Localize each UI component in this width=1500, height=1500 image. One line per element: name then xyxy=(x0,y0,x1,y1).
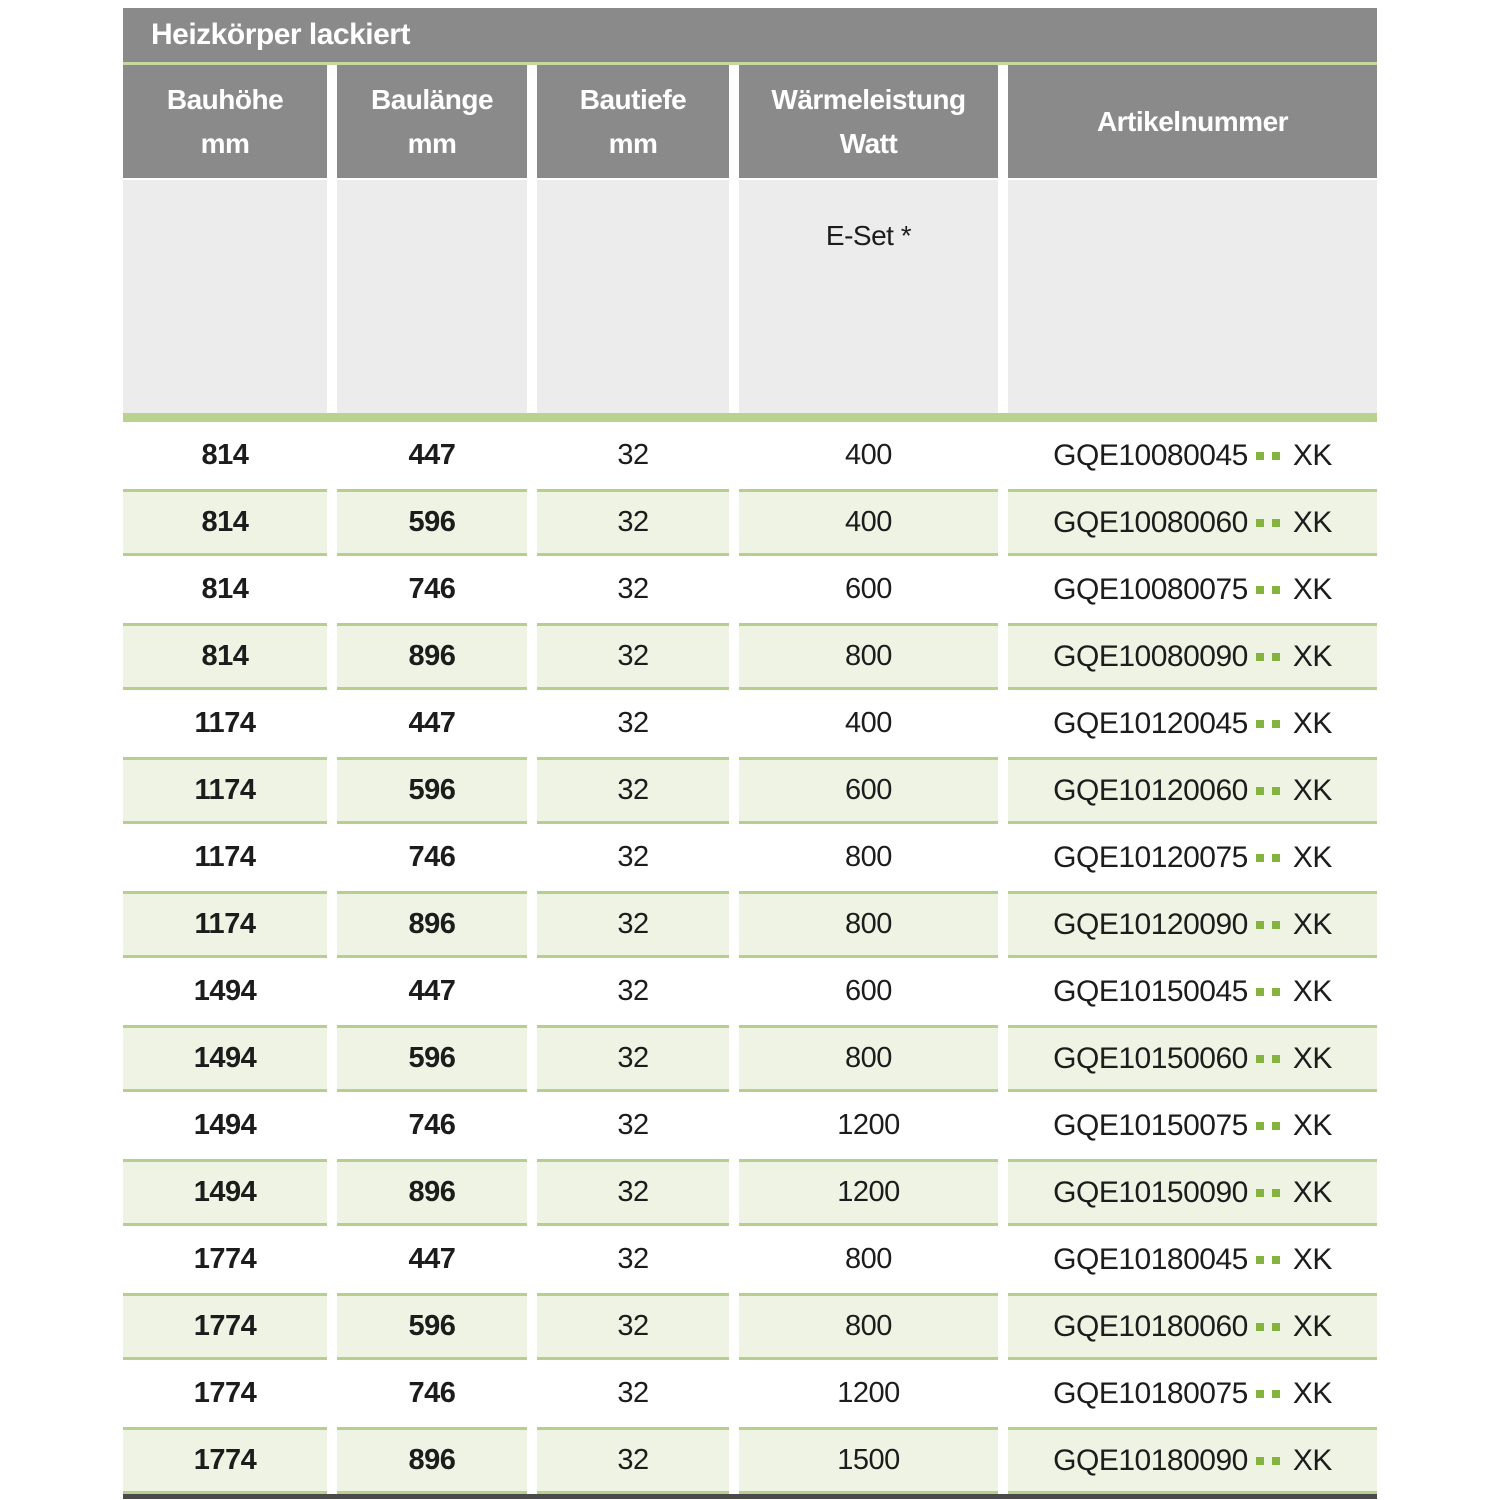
table-row xyxy=(123,1360,1377,1427)
column-header-bautiefe xyxy=(537,65,729,178)
cell-bauhoehe: 1774 xyxy=(123,1293,327,1360)
cell-baulaenge: 896 xyxy=(337,891,527,958)
cell-baulaenge: 746 xyxy=(408,1109,456,1141)
cell-watt: 1200 xyxy=(739,1159,998,1226)
column-header-unit: mm xyxy=(608,127,658,159)
cell-baulaenge: 596 xyxy=(337,1025,527,1092)
column-header-label: Baulänge xyxy=(370,84,494,116)
cell-bauhoehe: 1494 xyxy=(193,975,257,1007)
placeholder-dot-icon xyxy=(1256,988,1264,996)
radiator-spec-table xyxy=(123,8,1377,1499)
artikel-prefix: GQE10150090 xyxy=(1053,1175,1248,1209)
cell-baulaenge: 746 xyxy=(408,573,456,605)
cell-watt: 400 xyxy=(739,489,998,556)
cell-artikelnummer xyxy=(1008,556,1377,623)
cell-watt: 800 xyxy=(739,1293,998,1360)
cell-bauhoehe: 814 xyxy=(201,573,249,605)
placeholder-dot-icon xyxy=(1272,1122,1280,1130)
artikel-suffix: XK xyxy=(1292,1443,1332,1477)
artikel-prefix: GQE10150045 xyxy=(1053,974,1248,1008)
cell-baulaenge: 596 xyxy=(337,757,527,824)
cell-watt: 600 xyxy=(845,975,892,1007)
cell-watt: 1200 xyxy=(837,1377,900,1409)
cell-baulaenge: 447 xyxy=(408,439,456,471)
artikel-suffix: XK xyxy=(1292,1108,1332,1142)
cell-watt: 600 xyxy=(739,757,998,824)
cell-artikelnummer xyxy=(1008,1360,1377,1427)
cell-bauhoehe: 1494 xyxy=(123,1159,327,1226)
cell-bautiefe: 32 xyxy=(617,573,649,605)
cell-bautiefe: 32 xyxy=(617,975,649,1007)
subheader-row xyxy=(123,180,1377,413)
cell-baulaenge: 596 xyxy=(337,1293,527,1360)
cell-artikelnummer xyxy=(1008,1092,1377,1159)
placeholder-dot-icon xyxy=(1272,586,1280,594)
artikel-suffix: XK xyxy=(1292,1041,1332,1075)
artikel-prefix: GQE10120090 xyxy=(1053,907,1248,941)
placeholder-dot-icon xyxy=(1256,1055,1264,1063)
cell-artikelnummer xyxy=(1008,489,1377,556)
cell-watt: 800 xyxy=(739,891,998,958)
cell-bautiefe: 32 xyxy=(617,1377,649,1409)
subheader-cell-bautiefe xyxy=(537,180,729,413)
table-title: Heizkörper lackiert xyxy=(151,18,410,51)
artikel-prefix: GQE10080075 xyxy=(1053,572,1248,606)
table-row xyxy=(123,1159,1377,1226)
placeholder-dot-icon xyxy=(1272,1256,1280,1264)
cell-baulaenge: 447 xyxy=(408,1243,456,1275)
placeholder-dot-icon xyxy=(1272,1390,1280,1398)
cell-baulaenge: 447 xyxy=(408,707,456,739)
artikel-prefix: GQE10080090 xyxy=(1053,639,1248,673)
table-row xyxy=(123,1226,1377,1293)
cell-artikelnummer xyxy=(1008,690,1377,757)
placeholder-dot-icon xyxy=(1272,653,1280,661)
column-header-bauhoehe xyxy=(123,65,327,178)
table-row xyxy=(123,824,1377,891)
cell-artikelnummer xyxy=(1008,422,1377,489)
cell-bautiefe: 32 xyxy=(537,1427,729,1494)
placeholder-dot-icon xyxy=(1272,787,1280,795)
table-row xyxy=(123,757,1377,824)
cell-baulaenge: 746 xyxy=(408,1377,456,1409)
placeholder-dot-icon xyxy=(1256,921,1264,929)
table-bottom-border xyxy=(123,1494,1377,1499)
placeholder-dot-icon xyxy=(1256,854,1264,862)
table-row xyxy=(123,958,1377,1025)
cell-bautiefe: 32 xyxy=(537,1293,729,1360)
artikel-suffix: XK xyxy=(1292,438,1332,472)
placeholder-dot-icon xyxy=(1256,1256,1264,1264)
cell-bautiefe: 32 xyxy=(537,623,729,690)
cell-bautiefe: 32 xyxy=(617,1243,649,1275)
table-row xyxy=(123,690,1377,757)
table-row xyxy=(123,422,1377,489)
artikel-prefix: GQE10120045 xyxy=(1053,706,1248,740)
placeholder-dot-icon xyxy=(1272,988,1280,996)
column-header-label: Bauhöhe xyxy=(166,84,284,116)
cell-baulaenge: 896 xyxy=(337,1159,527,1226)
cell-bauhoehe: 1494 xyxy=(193,1109,257,1141)
cell-baulaenge: 896 xyxy=(337,623,527,690)
cell-artikelnummer xyxy=(1008,1226,1377,1293)
artikel-prefix: GQE10120060 xyxy=(1053,773,1248,807)
cell-bautiefe: 32 xyxy=(537,1025,729,1092)
artikel-suffix: XK xyxy=(1292,1175,1332,1209)
cell-bautiefe: 32 xyxy=(617,1109,649,1141)
cell-watt: 1200 xyxy=(837,1109,900,1141)
cell-bauhoehe: 1774 xyxy=(193,1377,257,1409)
cell-artikelnummer xyxy=(1008,958,1377,1025)
cell-watt: 400 xyxy=(845,707,892,739)
placeholder-dot-icon xyxy=(1256,653,1264,661)
artikel-suffix: XK xyxy=(1292,572,1332,606)
placeholder-dot-icon xyxy=(1256,1122,1264,1130)
cell-baulaenge: 447 xyxy=(408,975,456,1007)
placeholder-dot-icon xyxy=(1272,1189,1280,1197)
column-header-label: Wärmeleistung xyxy=(771,84,966,116)
column-header-label: Artikelnummer xyxy=(1096,105,1289,137)
cell-bauhoehe: 1774 xyxy=(123,1427,327,1494)
header-row xyxy=(123,65,1377,178)
placeholder-dot-icon xyxy=(1272,1323,1280,1331)
cell-watt: 1500 xyxy=(739,1427,998,1494)
placeholder-dot-icon xyxy=(1256,787,1264,795)
eset-label: E-Set * xyxy=(825,220,912,251)
artikel-suffix: XK xyxy=(1292,639,1332,673)
placeholder-dot-icon xyxy=(1256,586,1264,594)
table-row xyxy=(123,891,1377,958)
cell-bautiefe: 32 xyxy=(617,841,649,873)
column-header-waermeleistung xyxy=(739,65,998,178)
table-body xyxy=(123,422,1377,1494)
column-header-artikelnummer xyxy=(1008,65,1377,178)
cell-watt: 800 xyxy=(845,1243,892,1275)
table-title-bar xyxy=(123,8,1377,62)
table-row xyxy=(123,556,1377,623)
column-header-unit: Watt xyxy=(839,127,898,159)
artikel-suffix: XK xyxy=(1292,840,1332,874)
placeholder-dot-icon xyxy=(1272,1055,1280,1063)
artikel-prefix: GQE10180045 xyxy=(1053,1242,1248,1276)
section-divider-bar xyxy=(123,413,1377,422)
column-header-label: Bautiefe xyxy=(579,84,687,116)
cell-artikelnummer xyxy=(1008,1427,1377,1494)
artikel-suffix: XK xyxy=(1292,907,1332,941)
subheader-cell-artikelnummer xyxy=(1008,180,1377,413)
placeholder-dot-icon xyxy=(1256,1189,1264,1197)
cell-bautiefe: 32 xyxy=(537,1159,729,1226)
placeholder-dot-icon xyxy=(1272,1457,1280,1465)
cell-artikelnummer xyxy=(1008,891,1377,958)
placeholder-dot-icon xyxy=(1256,1457,1264,1465)
table-row xyxy=(123,1293,1377,1360)
artikel-prefix: GQE10080045 xyxy=(1053,438,1248,472)
artikel-suffix: XK xyxy=(1292,1309,1332,1343)
cell-bauhoehe: 814 xyxy=(123,489,327,556)
cell-bauhoehe: 1174 xyxy=(123,757,327,824)
artikel-suffix: XK xyxy=(1292,1376,1332,1410)
artikel-prefix: GQE10180060 xyxy=(1053,1309,1248,1343)
placeholder-dot-icon xyxy=(1272,854,1280,862)
cell-artikelnummer xyxy=(1008,757,1377,824)
cell-baulaenge: 596 xyxy=(337,489,527,556)
cell-bautiefe: 32 xyxy=(537,757,729,824)
subheader-cell-baulaenge xyxy=(337,180,527,413)
table-row xyxy=(123,623,1377,690)
column-header-unit: mm xyxy=(200,127,250,159)
table-row xyxy=(123,1025,1377,1092)
artikel-prefix: GQE10180090 xyxy=(1053,1443,1248,1477)
cell-watt: 400 xyxy=(845,439,892,471)
artikel-prefix: GQE10150075 xyxy=(1053,1108,1248,1142)
cell-artikelnummer xyxy=(1008,824,1377,891)
artikel-prefix: GQE10080060 xyxy=(1053,505,1248,539)
table-row xyxy=(123,1092,1377,1159)
cell-bautiefe: 32 xyxy=(617,439,649,471)
placeholder-dot-icon xyxy=(1272,720,1280,728)
cell-bautiefe: 32 xyxy=(617,707,649,739)
placeholder-dot-icon xyxy=(1256,1390,1264,1398)
cell-bauhoehe: 1174 xyxy=(194,707,256,739)
artikel-suffix: XK xyxy=(1292,974,1332,1008)
column-header-unit: mm xyxy=(407,127,457,159)
cell-watt: 800 xyxy=(739,1025,998,1092)
placeholder-dot-icon xyxy=(1256,1323,1264,1331)
artikel-suffix: XK xyxy=(1292,773,1332,807)
cell-artikelnummer xyxy=(1008,623,1377,690)
artikel-prefix: GQE10180075 xyxy=(1053,1376,1248,1410)
artikel-suffix: XK xyxy=(1292,706,1332,740)
cell-artikelnummer xyxy=(1008,1159,1377,1226)
placeholder-dot-icon xyxy=(1256,519,1264,527)
cell-bauhoehe: 1494 xyxy=(123,1025,327,1092)
artikel-prefix: GQE10150060 xyxy=(1053,1041,1248,1075)
subheader-cell-bauhoehe xyxy=(123,180,327,413)
cell-watt: 600 xyxy=(845,573,892,605)
placeholder-dot-icon xyxy=(1272,452,1280,460)
subheader-cell-eset xyxy=(739,180,998,413)
cell-bauhoehe: 1174 xyxy=(123,891,327,958)
cell-baulaenge: 746 xyxy=(408,841,456,873)
cell-baulaenge: 896 xyxy=(337,1427,527,1494)
cell-bauhoehe: 1774 xyxy=(193,1243,257,1275)
cell-artikelnummer xyxy=(1008,1293,1377,1360)
cell-artikelnummer xyxy=(1008,1025,1377,1092)
table-row xyxy=(123,1427,1377,1494)
cell-bauhoehe: 1174 xyxy=(194,841,256,873)
placeholder-dot-icon xyxy=(1256,720,1264,728)
placeholder-dot-icon xyxy=(1272,519,1280,527)
cell-bauhoehe: 814 xyxy=(201,439,249,471)
cell-bautiefe: 32 xyxy=(537,891,729,958)
artikel-suffix: XK xyxy=(1292,505,1332,539)
artikel-prefix: GQE10120075 xyxy=(1053,840,1248,874)
placeholder-dot-icon xyxy=(1272,921,1280,929)
cell-watt: 800 xyxy=(739,623,998,690)
cell-bauhoehe: 814 xyxy=(123,623,327,690)
column-header-baulaenge xyxy=(337,65,527,178)
placeholder-dot-icon xyxy=(1256,452,1264,460)
table-row xyxy=(123,489,1377,556)
artikel-suffix: XK xyxy=(1292,1242,1332,1276)
cell-bautiefe: 32 xyxy=(537,489,729,556)
cell-watt: 800 xyxy=(845,841,892,873)
